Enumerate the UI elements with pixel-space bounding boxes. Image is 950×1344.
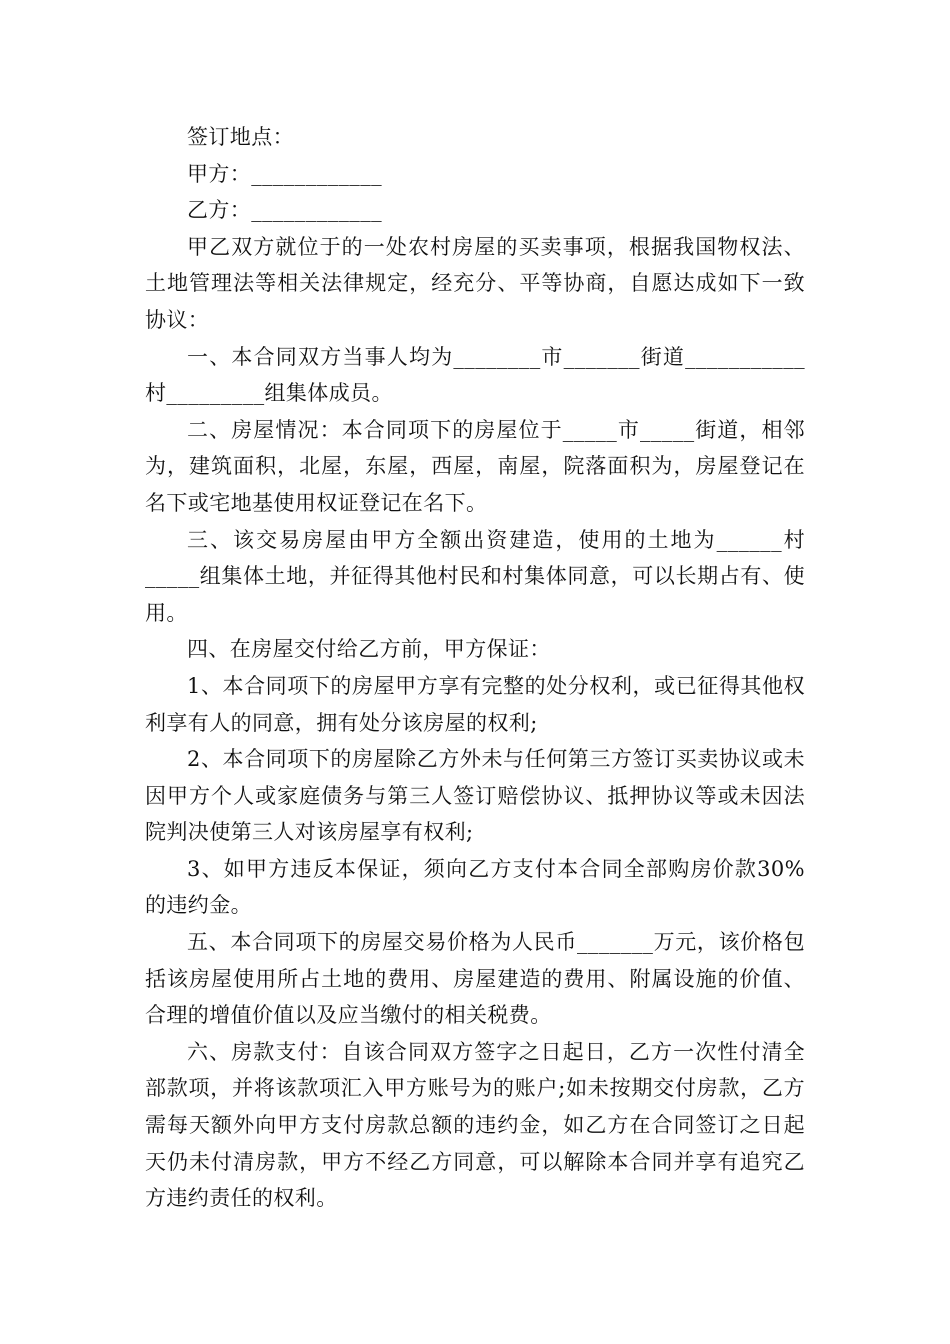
clause-4: 四、在房屋交付给乙方前，甲方保证：	[187, 637, 551, 662]
party-a-line: 甲方：____________	[187, 161, 382, 186]
clause-6: 六、房款支付：自该合同双方签字之日起日，乙方一次性付清全部款项，并将该款项汇入甲方账号为的账户;如未按期交付房款，乙方需每天额外向甲方支付房款总额的违约金，如乙方在合同签订之日起天仍未付清房款，甲方不经乙方同意，可以解除本合同并享有追究乙方违约责任的权利。	[145, 1039, 805, 1211]
clause-4-item-3: 3、如甲方违反本保证，须向乙方支付本合同全部购房价款30%的违约金。	[145, 856, 805, 918]
contract-body	[145, 119, 805, 1217]
preamble-paragraph: 甲乙双方就位于的一处农村房屋的买卖事项，根据我国物权法、土地管理法等相关法律规定，经充分、平等协商，自愿达成如下一致协议：	[145, 234, 805, 332]
clause-5: 五、本合同项下的房屋交易价格为人民币_______万元，该价格包括该房屋使用所占土地的费用、房屋建造的费用、附属设施的价值、合理的增值价值以及应当缴付的相关税费。	[145, 930, 805, 1028]
clause-1: 一、本合同双方当事人均为________市_______街道___________村_________组集体成员。	[145, 344, 805, 406]
clause-2: 二、房屋情况：本合同项下的房屋位于_____市_____街道，相邻为，建筑面积，北屋，东屋，西屋，南屋，院落面积为，房屋登记在名下或宅地基使用权证登记在名下。	[145, 417, 805, 515]
clause-3: 三、该交易房屋由甲方全额出资建造，使用的土地为______村_____组集体土地，并征得其他村民和村集体同意，可以长期占有、使用。	[145, 527, 805, 625]
clause-4-item-1: 1、本合同项下的房屋甲方享有完整的处分权利，或已征得其他权利享有人的同意，拥有处分该房屋的权利;	[145, 673, 805, 735]
clause-4-item-2: 2、本合同项下的房屋除乙方外未与任何第三方签订买卖协议或未因甲方个人或家庭债务与第三人签订赔偿协议、抵押协议等或未因法院判决使第三人对该房屋享有权利;	[145, 747, 805, 845]
signing-place-line: 签订地点：	[187, 125, 294, 149]
party-b-line: 乙方：____________	[187, 198, 382, 223]
